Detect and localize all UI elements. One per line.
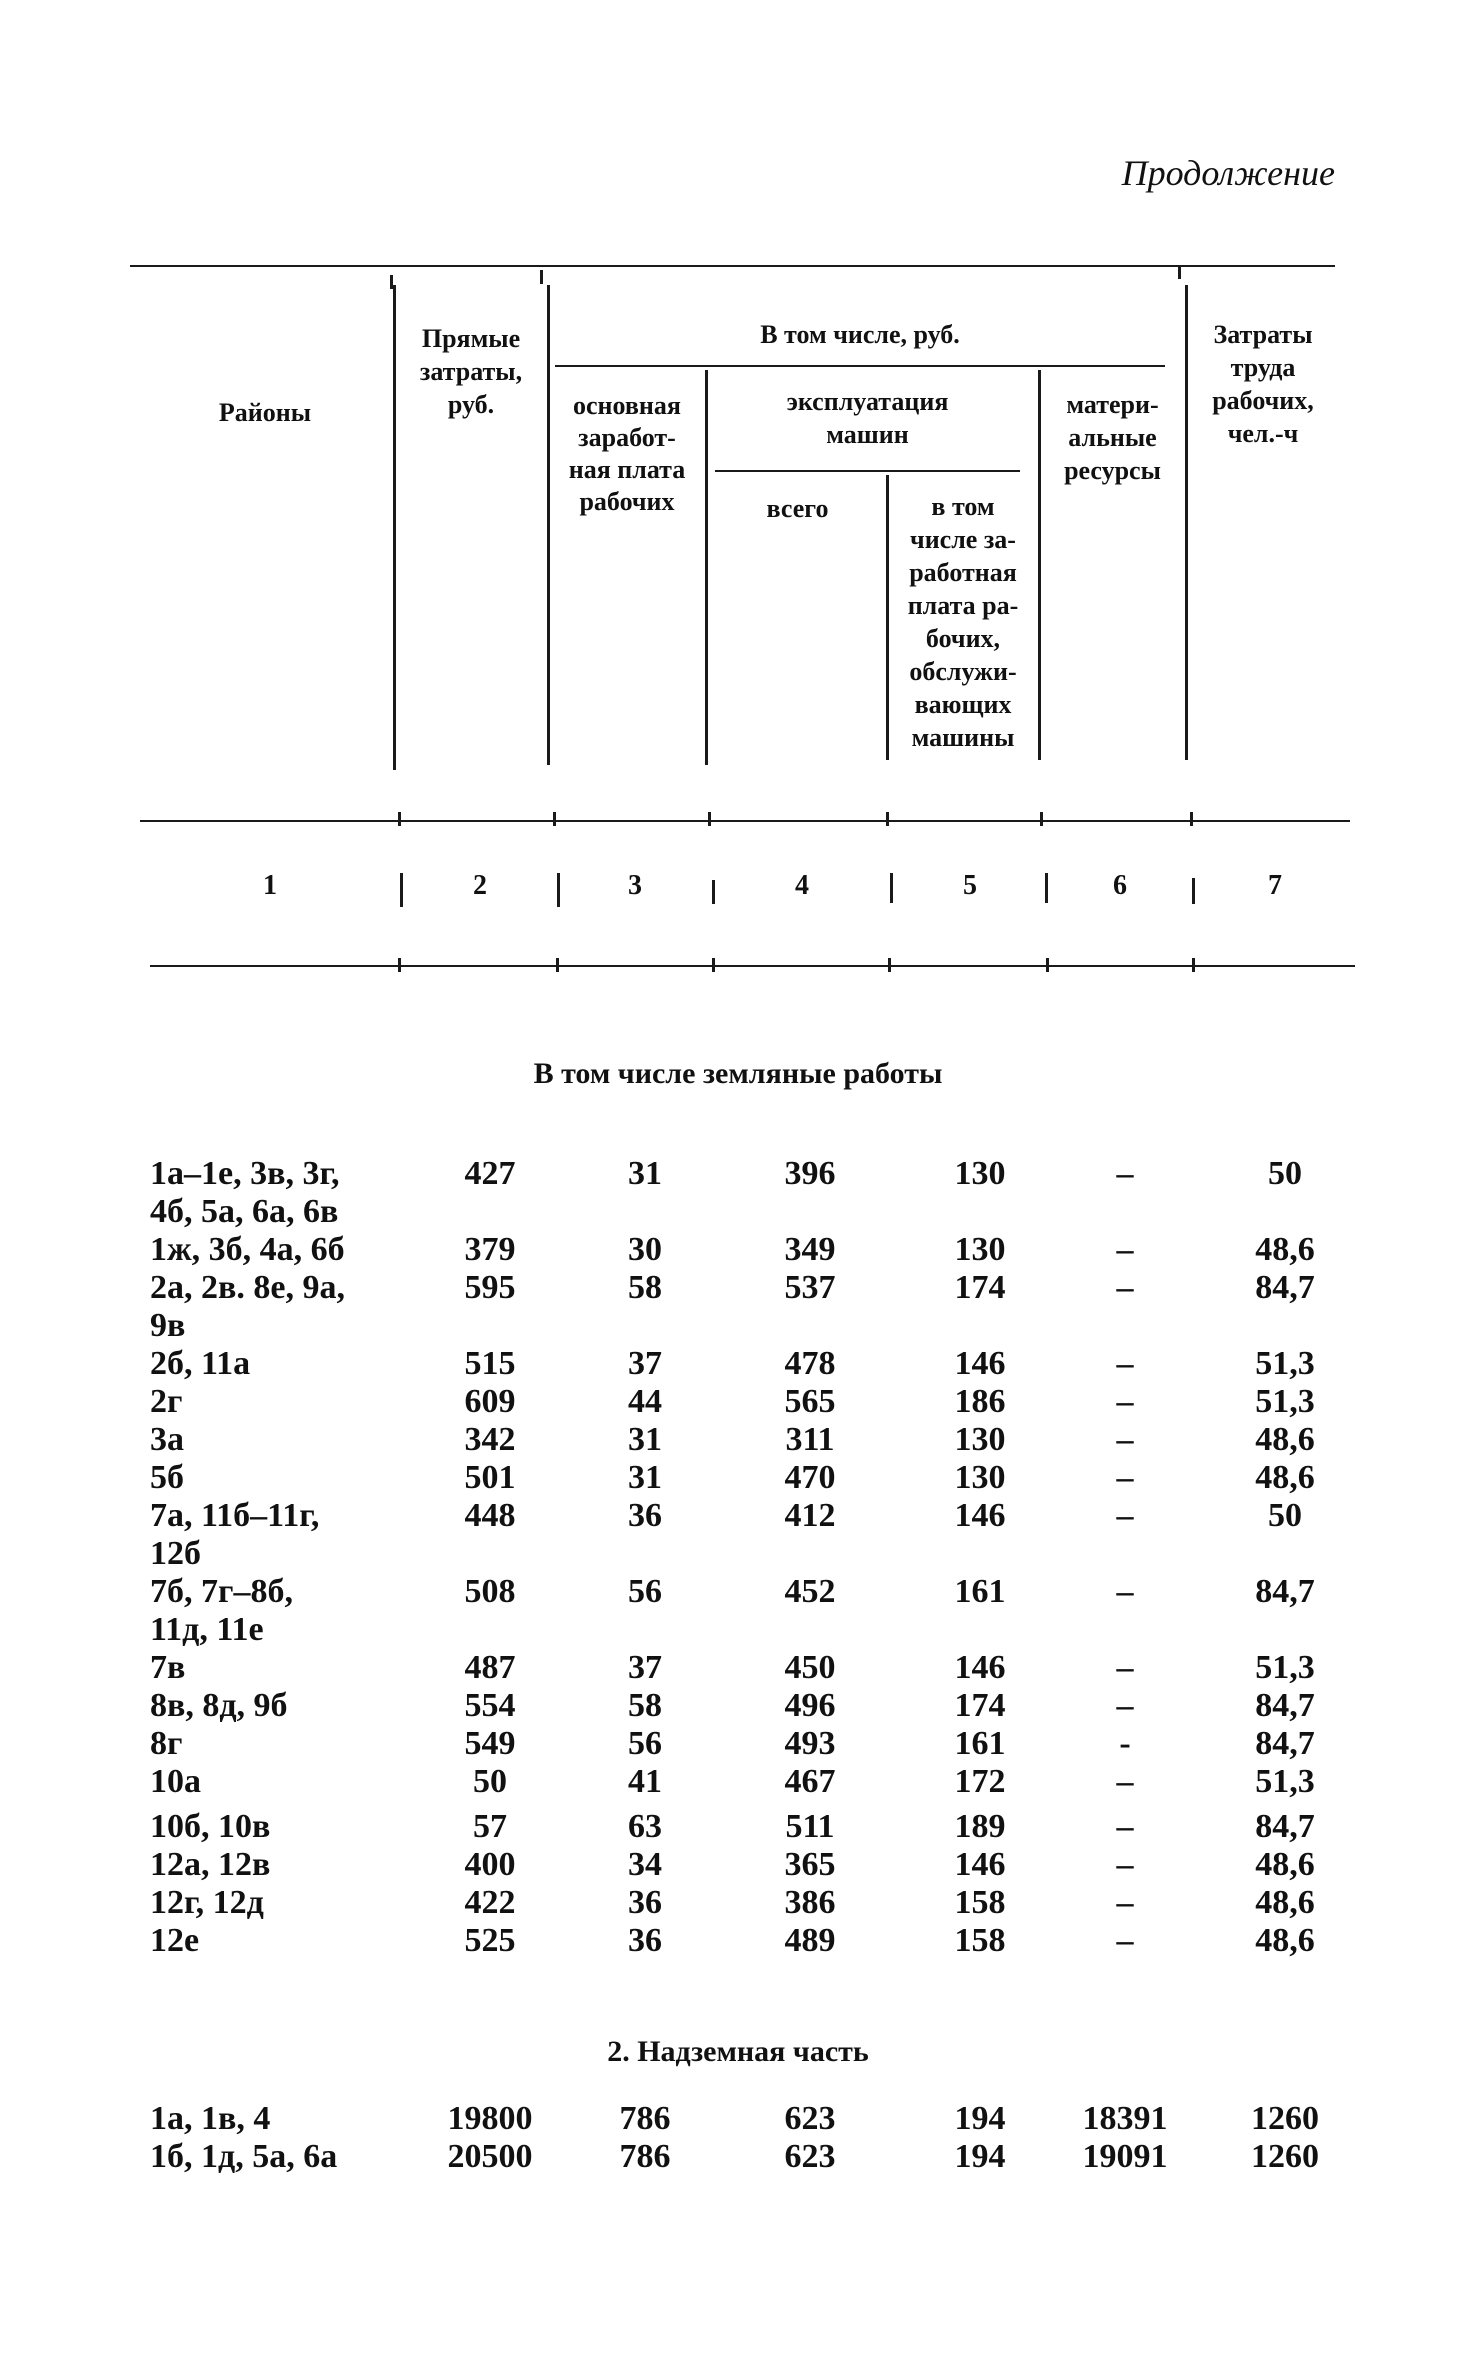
cell-region: 3а [150, 1421, 184, 1458]
cell-machines-wage: 158 [954, 1884, 1006, 1921]
cell-machines-wage: 130 [954, 1155, 1006, 1192]
header-bottom-rule [140, 820, 1350, 822]
cell-direct-costs: 400 [464, 1846, 516, 1883]
cell-region: 2а, 2в. 8е, 9а, 9в [150, 1269, 345, 1344]
cell-direct-costs: 20500 [447, 2138, 533, 2175]
cell-base-wage: 58 [628, 1687, 662, 1724]
cell-materials: - [1119, 1725, 1131, 1762]
colnum-divider [712, 880, 715, 904]
cell-materials: – [1116, 1269, 1134, 1306]
cell-base-wage: 36 [628, 1922, 662, 1959]
cell-materials: – [1116, 1687, 1134, 1724]
cell-region: 1ж, 3б, 4а, 6б [150, 1231, 345, 1268]
cell-materials: – [1116, 1846, 1134, 1883]
cell-machines-wage: 186 [954, 1383, 1006, 1420]
cell-direct-costs: 515 [464, 1345, 516, 1382]
cell-direct-costs: 448 [464, 1497, 516, 1534]
cell-machines-total: 565 [784, 1383, 836, 1420]
cell-machines-total: 493 [784, 1725, 836, 1762]
cell-materials: 19091 [1082, 2138, 1168, 2175]
cell-labor: 48,6 [1255, 1231, 1315, 1268]
cell-machines-wage: 194 [954, 2138, 1006, 2175]
cell-region: 10б, 10в [150, 1808, 271, 1845]
cell-direct-costs: 525 [464, 1922, 516, 1959]
cell-direct-costs: 501 [464, 1459, 516, 1496]
cell-labor: 84,7 [1255, 1573, 1315, 1610]
colnum-divider [1045, 873, 1048, 903]
colnum-divider [400, 873, 403, 907]
cell-machines-total: 396 [784, 1155, 836, 1192]
cell-machines-wage: 130 [954, 1231, 1006, 1268]
rule-tick [1046, 958, 1049, 972]
cell-machines-total: 311 [785, 1421, 835, 1458]
cell-labor: 84,7 [1255, 1269, 1315, 1306]
cell-machines-wage: 158 [954, 1922, 1006, 1959]
cell-base-wage: 56 [628, 1725, 662, 1762]
cell-machines-total: 412 [784, 1497, 836, 1534]
cell-region: 12е [150, 1922, 200, 1959]
cell-machines-wage: 189 [954, 1808, 1006, 1845]
header-inner-rule-including [555, 365, 1165, 367]
cell-direct-costs: 19800 [447, 2100, 533, 2137]
header-regions: Районы [218, 398, 312, 427]
cell-machines-total: 467 [784, 1763, 836, 1800]
rule-tick [540, 270, 543, 284]
cell-machines-total: 386 [784, 1884, 836, 1921]
cell-labor: 48,6 [1255, 1846, 1315, 1883]
cell-labor: 51,3 [1255, 1345, 1315, 1382]
cell-direct-costs: 487 [464, 1649, 516, 1686]
cell-base-wage: 36 [628, 1497, 662, 1534]
column-number-7: 7 [1268, 870, 1282, 901]
header-direct-costs: Прямые затраты, руб. [419, 324, 523, 419]
cell-labor: 50 [1268, 1155, 1302, 1192]
cell-region: 8г [150, 1725, 183, 1762]
cell-base-wage: 56 [628, 1573, 662, 1610]
header-base-wage: основная заработ- ная плата рабочих [568, 391, 686, 516]
header-machine-operation: эксплуатация машин [786, 387, 949, 449]
cell-machines-wage: 174 [954, 1269, 1006, 1306]
cell-machines-total: 489 [784, 1922, 836, 1959]
rule-tick [553, 812, 556, 826]
cell-region: 5б [150, 1459, 184, 1496]
header-machines-total: всего [766, 494, 829, 523]
colnum-divider [1192, 878, 1195, 904]
header-machines-incl-wage: в том числе за- работная плата ра- бочих, обслужи- вающих машины [907, 492, 1019, 752]
cell-machines-wage: 146 [954, 1846, 1006, 1883]
rule-tick [390, 275, 393, 289]
header-col-divider-2 [547, 285, 550, 765]
cell-labor: 51,3 [1255, 1383, 1315, 1420]
cell-machines-total: 537 [784, 1269, 836, 1306]
cell-base-wage: 34 [628, 1846, 662, 1883]
cell-region: 2б, 11а [150, 1345, 251, 1382]
rule-tick [398, 958, 401, 972]
header-labor-costs: Затраты труда рабочих, чел.-ч [1212, 320, 1314, 448]
cell-machines-total: 365 [784, 1846, 836, 1883]
cell-direct-costs: 50 [473, 1763, 507, 1800]
cell-base-wage: 786 [619, 2138, 671, 2175]
rule-tick [886, 812, 889, 826]
cell-materials: – [1116, 1497, 1134, 1534]
cell-labor: 84,7 [1255, 1725, 1315, 1762]
cell-direct-costs: 554 [464, 1687, 516, 1724]
cell-labor: 48,6 [1255, 1884, 1315, 1921]
cell-labor: 84,7 [1255, 1687, 1315, 1724]
section-title-earthworks: В том числе земляные работы [533, 1057, 943, 1090]
colnum-divider [557, 873, 560, 907]
header-inner-rule-machines [715, 470, 1020, 472]
rule-tick [888, 958, 891, 972]
cell-materials: – [1116, 1884, 1134, 1921]
column-number-6: 6 [1113, 870, 1127, 901]
cell-machines-wage: 146 [954, 1497, 1006, 1534]
cell-region: 12а, 12в [150, 1846, 271, 1883]
column-number-1: 1 [263, 870, 277, 901]
cell-base-wage: 31 [628, 1155, 662, 1192]
header-materials: матери- альные ресурсы [1064, 390, 1161, 485]
cell-base-wage: 37 [628, 1649, 662, 1686]
cell-region: 7а, 11б–11г, 12б [150, 1497, 320, 1572]
cell-base-wage: 37 [628, 1345, 662, 1382]
cell-labor: 84,7 [1255, 1808, 1315, 1845]
cell-region: 1а–1е, 3в, 3г, 4б, 5а, 6а, 6в [150, 1155, 340, 1230]
rule-tick [1190, 812, 1193, 826]
cell-base-wage: 786 [619, 2100, 671, 2137]
cell-direct-costs: 379 [464, 1231, 516, 1268]
cell-materials: – [1116, 1808, 1134, 1845]
cell-labor: 51,3 [1255, 1649, 1315, 1686]
rule-tick [708, 812, 711, 826]
rule-tick [556, 958, 559, 972]
cell-labor: 50 [1268, 1497, 1302, 1534]
cell-region: 7б, 7г–8б, 11д, 11е [150, 1573, 293, 1648]
cell-base-wage: 41 [628, 1763, 662, 1800]
cell-region: 1а, 1в, 4 [150, 2100, 271, 2137]
cell-direct-costs: 427 [464, 1155, 516, 1192]
cell-materials: – [1116, 1459, 1134, 1496]
cell-region: 12г, 12д [150, 1884, 264, 1921]
cell-base-wage: 44 [628, 1383, 662, 1420]
cell-machines-wage: 130 [954, 1421, 1006, 1458]
cell-materials: – [1116, 1231, 1134, 1268]
rule-tick [1192, 958, 1195, 972]
cell-labor: 48,6 [1255, 1459, 1315, 1496]
section-title-above-ground: 2. Надземная часть [607, 2035, 869, 2068]
cell-base-wage: 30 [628, 1231, 662, 1268]
cell-machines-wage: 172 [954, 1763, 1006, 1800]
continuation-label: Продолжение [1121, 153, 1335, 193]
cell-materials: 18391 [1082, 2100, 1168, 2137]
cell-base-wage: 31 [628, 1459, 662, 1496]
cell-machines-wage: 174 [954, 1687, 1006, 1724]
cell-labor: 48,6 [1255, 1421, 1315, 1458]
cell-materials: – [1116, 1763, 1134, 1800]
column-number-4: 4 [795, 870, 809, 901]
cell-materials: – [1116, 1155, 1134, 1192]
column-number-5: 5 [963, 870, 977, 901]
column-number-3: 3 [628, 870, 642, 901]
cell-machines-total: 478 [784, 1345, 836, 1382]
colnum-divider [890, 873, 893, 903]
cell-machines-total: 623 [784, 2138, 836, 2175]
cell-region: 2г [150, 1383, 183, 1420]
cell-region: 8в, 8д, 9б [150, 1687, 288, 1724]
cell-machines-total: 623 [784, 2100, 836, 2137]
cell-base-wage: 58 [628, 1269, 662, 1306]
rule-tick [712, 958, 715, 972]
cell-direct-costs: 595 [464, 1269, 516, 1306]
cell-materials: – [1116, 1573, 1134, 1610]
cell-materials: – [1116, 1649, 1134, 1686]
cell-labor: 51,3 [1255, 1763, 1315, 1800]
cell-labor: 1260 [1251, 2100, 1319, 2137]
cell-machines-wage: 161 [954, 1725, 1006, 1762]
cell-direct-costs: 422 [464, 1884, 516, 1921]
cell-labor: 48,6 [1255, 1922, 1315, 1959]
column-number-2: 2 [473, 870, 487, 901]
header-including: В том числе, руб. [760, 320, 960, 349]
cell-machines-total: 511 [785, 1808, 835, 1845]
cell-region: 10а [150, 1763, 201, 1800]
cell-direct-costs: 609 [464, 1383, 516, 1420]
cell-machines-wage: 161 [954, 1573, 1006, 1610]
cell-direct-costs: 57 [473, 1808, 507, 1845]
cell-machines-total: 349 [784, 1231, 836, 1268]
cell-direct-costs: 508 [464, 1573, 516, 1610]
cell-machines-wage: 146 [954, 1649, 1006, 1686]
cell-labor: 1260 [1251, 2138, 1319, 2175]
cell-machines-total: 470 [784, 1459, 836, 1496]
cell-machines-total: 452 [784, 1573, 836, 1610]
cell-machines-wage: 194 [954, 2100, 1006, 2137]
cell-region: 1б, 1д, 5а, 6а [150, 2138, 338, 2175]
cell-machines-total: 450 [784, 1649, 836, 1686]
colnum-bottom-rule [150, 965, 1355, 967]
rule-tick [398, 812, 401, 826]
cell-base-wage: 31 [628, 1421, 662, 1458]
cell-machines-wage: 130 [954, 1459, 1006, 1496]
cell-machines-wage: 146 [954, 1345, 1006, 1382]
cell-base-wage: 36 [628, 1884, 662, 1921]
cell-base-wage: 63 [628, 1808, 662, 1845]
cell-region: 7в [150, 1649, 186, 1686]
cell-direct-costs: 549 [464, 1725, 516, 1762]
rule-tick [1178, 265, 1181, 279]
cell-machines-total: 496 [784, 1687, 836, 1724]
cell-materials: – [1116, 1421, 1134, 1458]
rule-tick [1040, 812, 1043, 826]
header-top-rule [130, 265, 1335, 267]
cell-materials: – [1116, 1922, 1134, 1959]
cell-materials: – [1116, 1383, 1134, 1420]
cell-direct-costs: 342 [464, 1421, 516, 1458]
cell-materials: – [1116, 1345, 1134, 1382]
